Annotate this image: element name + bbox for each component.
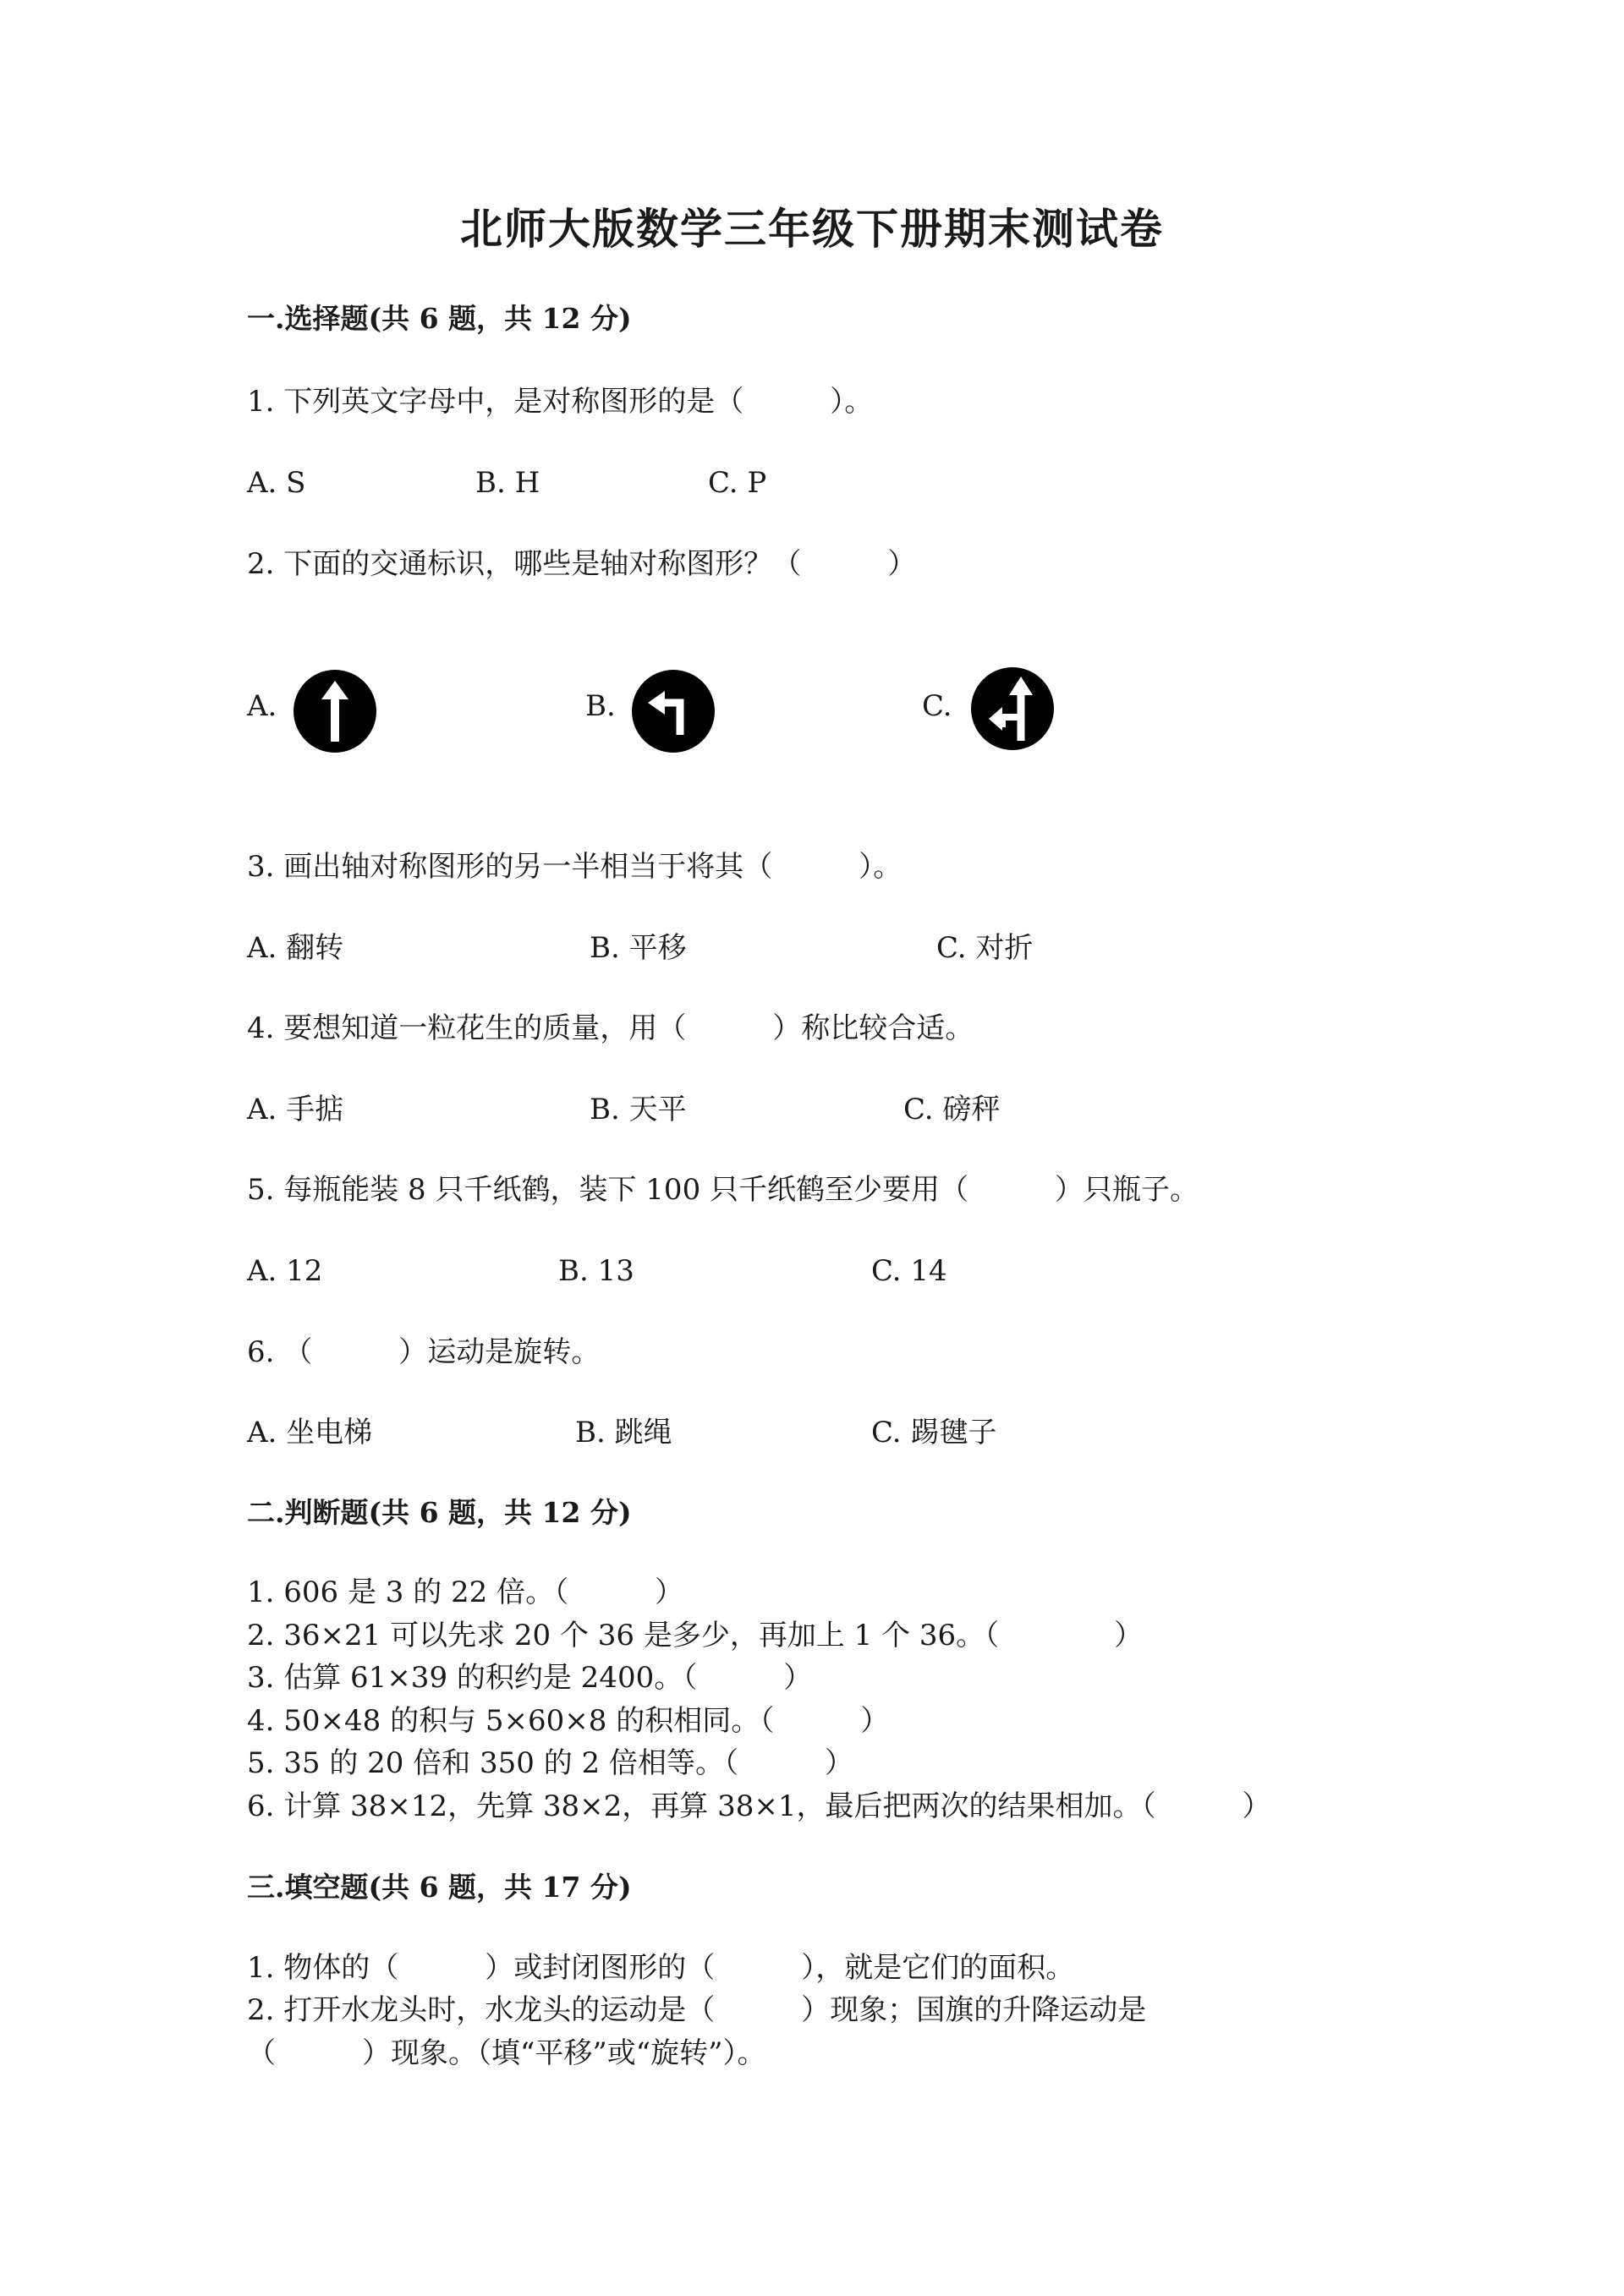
fill-blank-text: （ ）现象。（填“平移”或“旋转”）。 (247, 2036, 766, 2070)
statement-text: 1. 606 是 3 的 22 倍。（ ） (247, 1575, 684, 1609)
section-heading-judgement: 二.判断题(共 6 题，共 12 分) (247, 1496, 632, 1529)
question-text: 5. 每瓶能装 8 只千纸鹤，装下 100 只千纸鹤至少要用（ ）只瓶子。 (247, 1173, 1199, 1207)
option-b: B. (585, 689, 616, 723)
question-text: 4. 要想知道一粒花生的质量，用（ ）称比较合适。 (247, 1011, 974, 1045)
option-b: B. 平移 (590, 931, 687, 965)
section-heading-fill-blank: 三.填空题(共 6 题，共 17 分) (247, 1871, 632, 1904)
option-c: C. (922, 689, 952, 723)
page-title: 北师大版数学三年级下册期末测试卷 (460, 204, 1164, 254)
fill-blank-text: 2. 打开水龙头时，水龙头的运动是（ ）现象；国旗的升降运动是 (247, 1993, 1147, 2027)
option-b: B. 天平 (590, 1093, 687, 1126)
straight-arrow-sign-icon (293, 669, 377, 753)
option-b: B. H (475, 466, 540, 500)
option-b: B. 13 (558, 1254, 634, 1288)
straight-or-left-arrow-sign-icon (970, 666, 1055, 751)
option-c: C. 14 (871, 1254, 947, 1288)
option-a: A. 翻转 (247, 931, 344, 965)
turn-left-arrow-sign-icon (631, 669, 716, 753)
statement-text: 4. 50×48 的积与 5×60×8 的积相同。（ ） (247, 1704, 890, 1738)
option-c: C. 磅秤 (903, 1093, 1001, 1126)
option-a: A. 12 (247, 1254, 323, 1288)
question-text: 3. 画出轴对称图形的另一半相当于将其（ ）。 (247, 850, 903, 884)
option-c: C. P (708, 466, 767, 500)
statement-text: 6. 计算 38×12，先算 38×2，再算 38×1，最后把两次的结果相加。（ ） (247, 1789, 1271, 1823)
statement-text: 5. 35 的 20 倍和 350 的 2 倍相等。（ ） (247, 1746, 853, 1780)
option-a: A. (247, 689, 277, 723)
option-c: C. 踢毽子 (871, 1416, 997, 1449)
question-text: 2. 下面的交通标识，哪些是轴对称图形？（ ） (247, 547, 917, 581)
fill-blank-text: 1. 物体的（ ）或封闭图形的（ ），就是它们的面积。 (247, 1951, 1075, 1985)
question-text: 6. （ ）运动是旋转。 (247, 1335, 601, 1369)
option-a: A. 手掂 (247, 1093, 344, 1126)
statement-text: 3. 估算 61×39 的积约是 2400。（ ） (247, 1661, 813, 1695)
option-a: A. 坐电梯 (247, 1416, 373, 1449)
statement-text: 2. 36×21 可以先求 20 个 36 是多少，再加上 1 个 36。（ ） (247, 1619, 1144, 1652)
option-a: A. S (247, 466, 306, 500)
section-heading-choice: 一.选择题(共 6 题，共 12 分) (247, 302, 632, 335)
option-c: C. 对折 (936, 931, 1034, 965)
question-text: 1. 下列英文字母中，是对称图形的是（ ）。 (247, 385, 874, 419)
option-b: B. 跳绳 (575, 1416, 672, 1449)
